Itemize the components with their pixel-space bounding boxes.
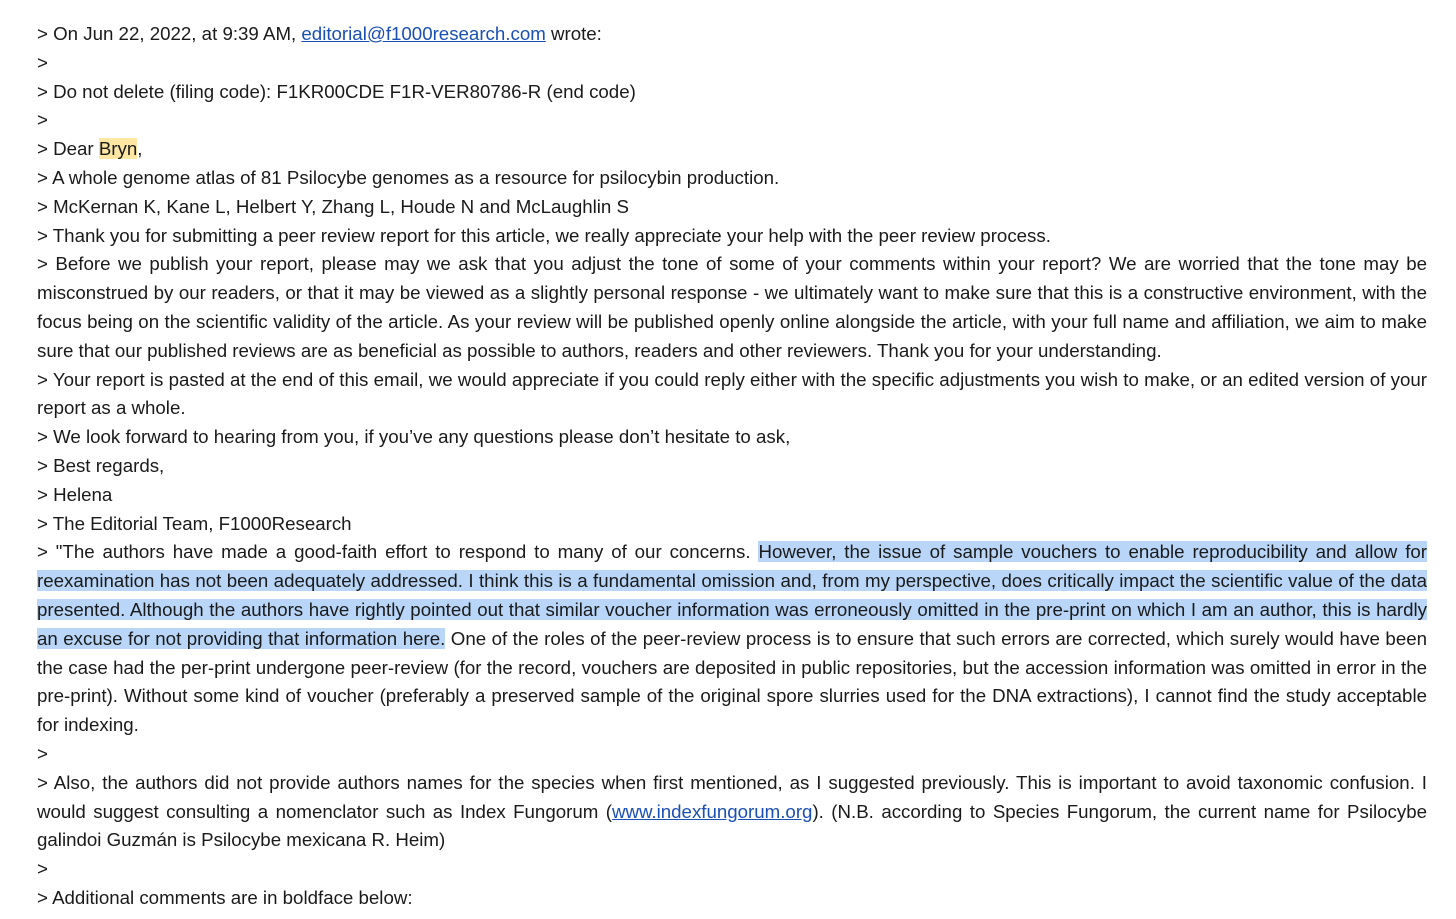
- report-pasted-paragraph: > Your report is pasted at the end of this email, we would appreciate if you could reply either with the specific adjustments you wish to make, or an edited version of your report as a whole.: [37, 368, 1427, 419]
- quote-header-line: [37, 20, 1427, 49]
- species-text-end: ). (N.B. according to Species Fungorum, the current name for Psilocybe galindoi Guzmán is Psilocybe mexicana R. Heim): [37, 800, 1427, 851]
- review-intro-text: > "The authors have made a good-faith effort to respond to many of our concerns.: [37, 541, 759, 563]
- filing-code-line: > Do not delete (filing code): F1KR00CDE F1R-VER80786-R (end code): [37, 80, 636, 102]
- sender-email-link[interactable]: editorial@f1000research.com: [301, 23, 546, 44]
- greeting-line: [37, 135, 1427, 164]
- look-forward-line: > We look forward to hearing from you, if you’ve any questions please don’t hesitate to ask,: [37, 426, 791, 448]
- species-names-paragraph: [37, 769, 1427, 855]
- blank-quote-line: >: [37, 109, 48, 131]
- indexfungorum-link[interactable]: www.indexfungorum.org: [611, 800, 813, 822]
- thank-you-line: > Thank you for submitting a peer review report for this article, we really appreciate your help with the peer review process.: [37, 224, 1051, 246]
- article-authors-line: > McKernan K, Kane L, Helbert Y, Zhang L, Houde N and McLaughlin S: [37, 195, 629, 217]
- additional-comments-line: > Additional comments are in boldface below:: [37, 886, 413, 908]
- selected-text-highlight[interactable]: However, the issue of sample vouchers to enable reproducibility and allow for reexamination has not been adequately addressed. I think this is a fundamental omission and, from my perspective, does critically impact the scientific value of the data presented. Although the authors have rightly pointed out that similar voucher information was erroneously omitted in the pre-print on which I am an author, this is hardly an excuse for not providing that information here.: [37, 541, 1427, 649]
- greeting-comma: ,: [137, 138, 143, 160]
- recipient-name-highlight: Bryn: [98, 138, 138, 160]
- review-remaining-text: One of the roles of the peer-review process is to ensure that such errors are corrected, which surely would have been the case had the per-print undergone peer-review (for the record, vouchers are deposited in public repositories, but the accession information was omitted in error in the pre-print). Without some kind of voucher (preferably a preserved sample of the original spore slurries used for the DNA extractions), I cannot find the study acceptable for indexing.: [37, 627, 1428, 736]
- signature-team-line: > The Editorial Team, F1000Research: [37, 512, 352, 534]
- article-title-line: > A whole genome atlas of 81 Psilocybe genomes as a resource for psilocybin production.: [37, 166, 780, 188]
- signature-name-line: > Helena: [37, 483, 113, 505]
- tone-request-paragraph: > Before we publish your report, please may we ask that you adjust the tone of some of your comments within your report? We are worried that the tone may be misconstrued by our readers, or that it may be viewed as a slightly personal response - we ultimately want to make sure that this is a constructive environment, with the focus being on the scientific validity of the article. As your review will be published openly online alongside the article, with your full name and affiliation, we aim to make sure that our published reviews are as beneficial as possible to authors, readers and other reviewers. Thank you for your understanding.: [37, 253, 1427, 361]
- blank-quote-line: >: [37, 858, 48, 880]
- blank-quote-line: >: [37, 742, 48, 764]
- quote-header-suffix: wrote:: [545, 23, 602, 44]
- regards-line: > Best regards,: [37, 454, 165, 476]
- blank-quote-line: >: [37, 51, 48, 73]
- greeting-text: > Dear: [37, 138, 99, 160]
- quote-header-text: > On Jun 22, 2022, at 9:39 AM,: [37, 23, 302, 44]
- species-text-start: > Also, the authors did not provide authors names for the species when first mentioned, as I suggested previously. This is important to avoid taxonomic confusion. I would suggest consulting a nomenclator such as Index Fungorum (: [37, 771, 1427, 822]
- email-quoted-body: [37, 20, 1427, 913]
- review-report-paragraph: [37, 538, 1427, 740]
